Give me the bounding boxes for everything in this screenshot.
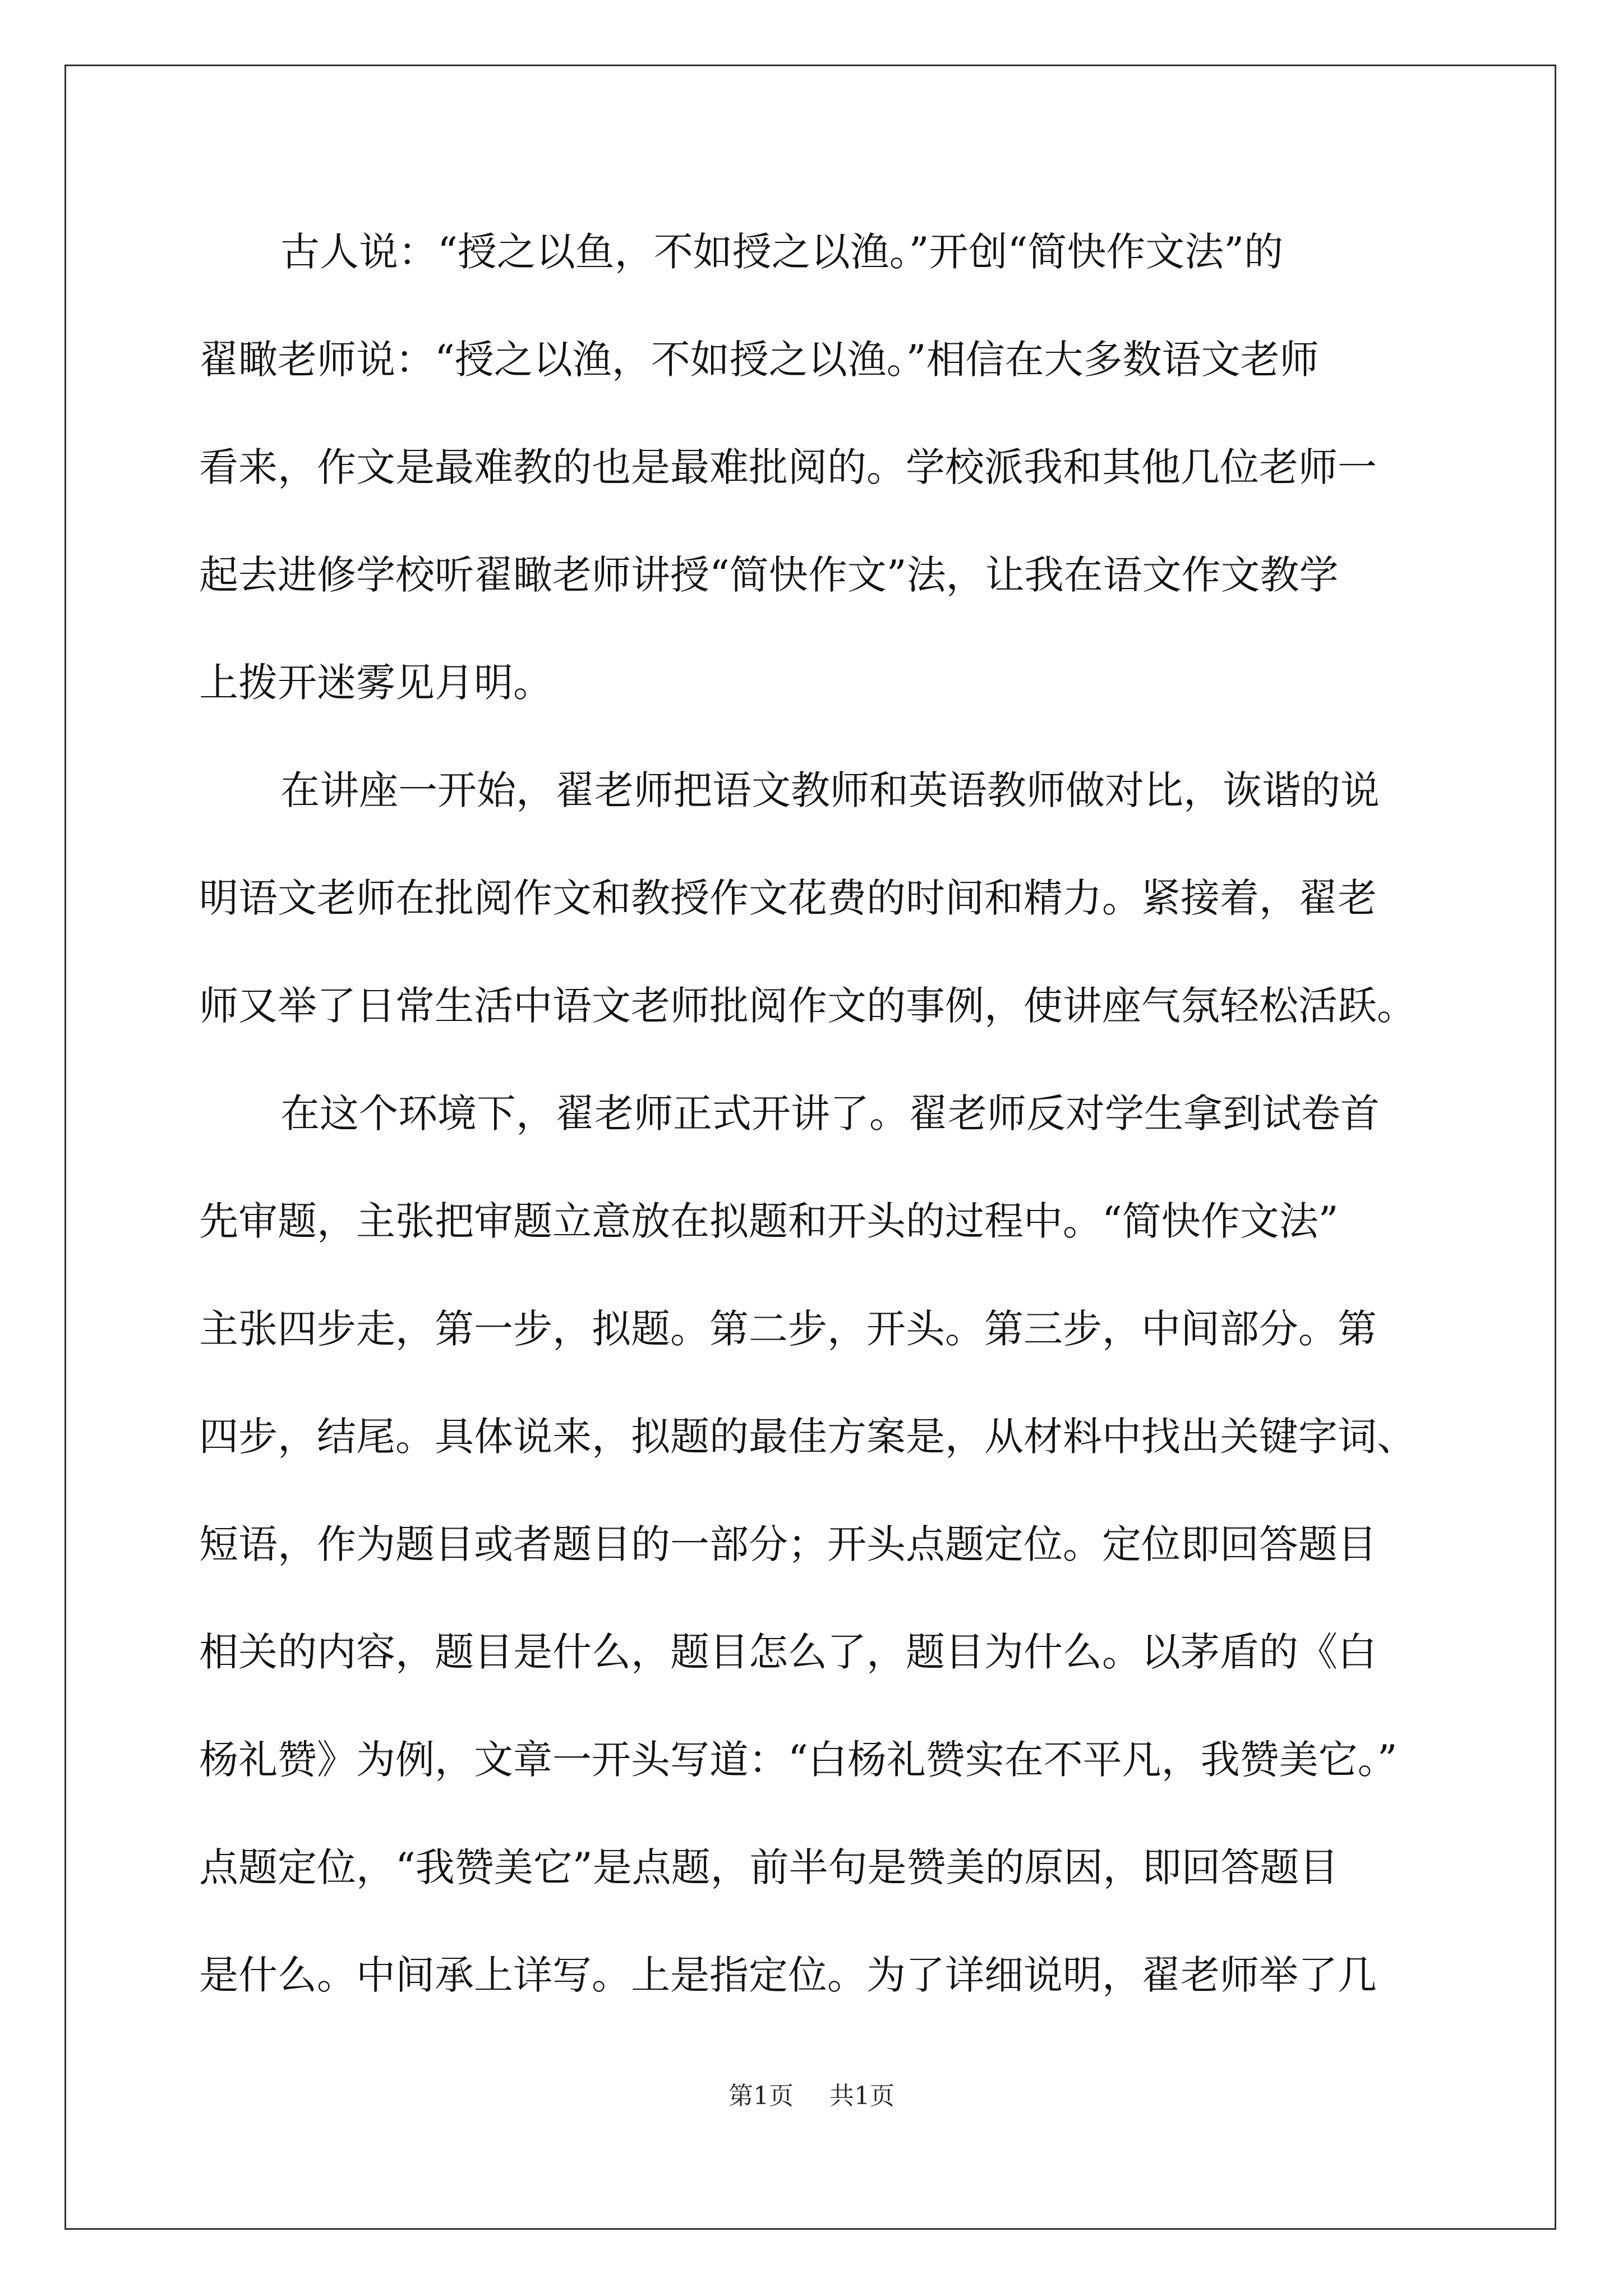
text-line: 古人说：“授之以鱼，不如授之以渔。”开创“简快作文法”的 (280, 229, 1284, 275)
text-line: 主张四步走，第一步，拟题。第二步，开头。第三步，中间部分。第 (199, 1306, 1377, 1352)
text-line: 看来，作文是最难教的也是最难批阅的。学校派我和其他几位老师一 (199, 444, 1377, 490)
text-line: 明语文老师在批阅作文和教授作文花费的时间和精力。紧接着，翟老 (199, 875, 1377, 921)
text-line: 在讲座一开始，翟老师把语文教师和英语教师做对比，诙谐的说 (280, 767, 1380, 813)
text-line: 上拨开迷雾见月明。 (199, 660, 552, 706)
text-line: 相关的内容，题目是什么，题目怎么了，题目为什么。以茅盾的《白 (199, 1629, 1377, 1675)
page-footer (0, 2076, 1623, 2111)
text-line: 翟瞰老师说：“授之以渔，不如授之以渔。”相信在大多数语文老师 (199, 337, 1319, 383)
text-line: 先审题，主张把审题立意放在拟题和开头的过程中。“简快作文法” (199, 1198, 1339, 1244)
text-line: 师又举了日常生活中语文老师批阅作文的事例，使讲座气氛轻松活跃。 (199, 983, 1416, 1029)
text-line: 四步，结尾。具体说来，拟题的最佳方案是，从材料中找出关键字词、 (199, 1414, 1416, 1460)
text-line: 起去进修学校听翟瞰老师讲授“简快作文”法，让我在语文作文教学 (199, 552, 1339, 598)
page-total: 共1页 (829, 2082, 895, 2110)
text-line: 杨礼赞》为例，文章一开头写道：“白杨礼赞实在不平凡，我赞美它。” (199, 1737, 1398, 1783)
text-line: 在这个环境下，翟老师正式开讲了。翟老师反对学生拿到试卷首 (280, 1091, 1380, 1137)
text-line: 短语，作为题目或者题目的一部分；开头点题定位。定位即回答题目 (199, 1521, 1377, 1567)
text-line: 点题定位，“我赞美它”是点题，前半句是赞美的原因，即回答题目 (199, 1844, 1339, 1890)
document-body (199, 216, 1467, 2047)
text-line: 是什么。中间承上详写。上是指定位。为了详细说明，翟老师举了几 (199, 1952, 1377, 1998)
page-number: 第1页 (728, 2082, 794, 2110)
